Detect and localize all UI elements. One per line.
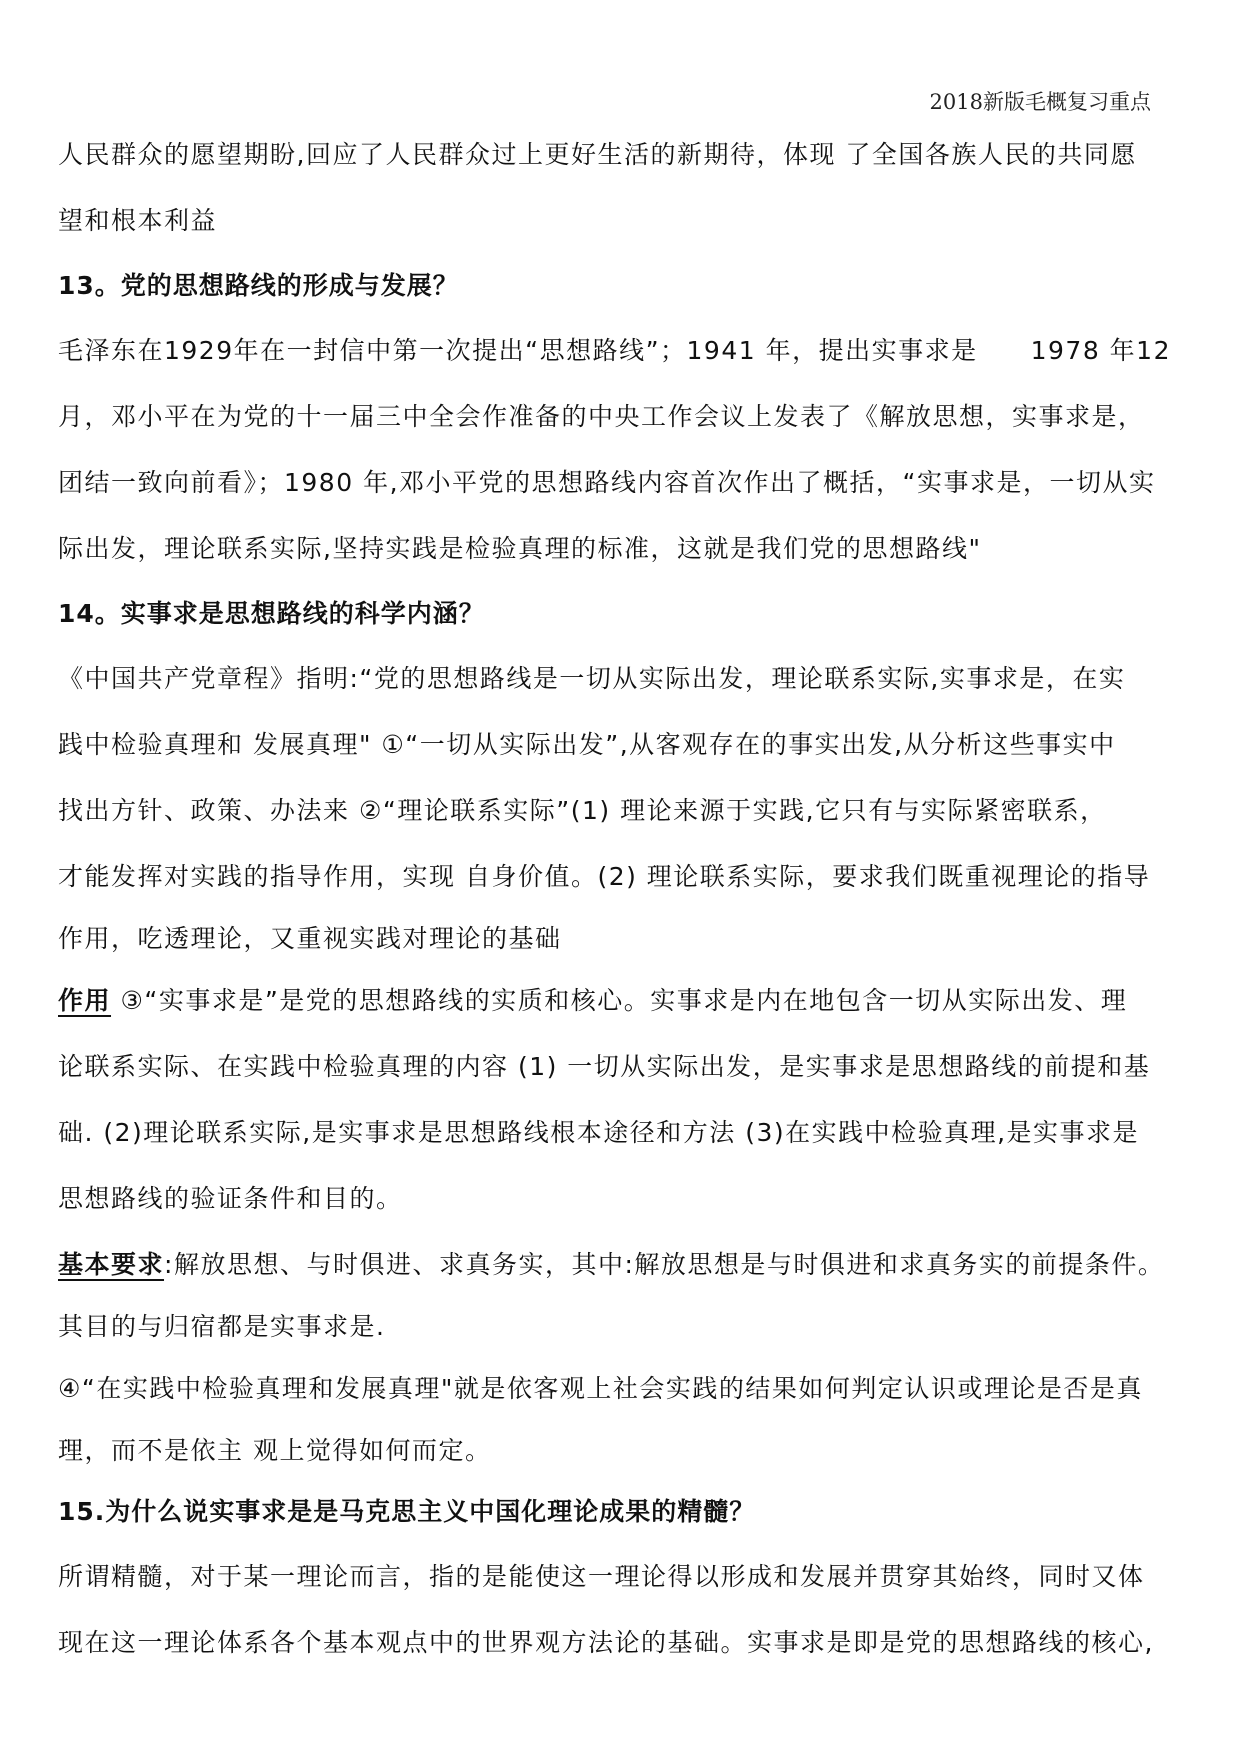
paragraph-line: 团结一致向前看》；1980 年,邓小平党的思想路线内容首次作出了概括，“实事求是，一切从实	[58, 468, 1156, 497]
paragraph-line: 所谓精髓，对于某一理论而言，指的是能使这一理论得以形成和发展并贯穿其始终，同时又体	[58, 1562, 1145, 1591]
role-text: ③“实事求是”是党的思想路线的实质和核心。实事求是内在地包含一切从实际出发、理	[111, 986, 1128, 1015]
paragraph-line: 其目的与归宿都是实事求是.	[58, 1312, 386, 1341]
requirement-label: 基本要求	[58, 1250, 165, 1279]
role-label: 作用	[58, 986, 112, 1015]
question-15-heading: 15.为什么说实事求是是马克思主义中国化理论成果的精髓？	[58, 1497, 756, 1526]
paragraph-line: 才能发挥对实践的指导作用，实现 自身价值。(2) 理论联系实际，要求我们既重视理论的指导	[58, 862, 1151, 891]
paragraph-line: 理，而不是依主 观上觉得如何而定。	[58, 1436, 492, 1465]
paragraph-line: 《中国共产党章程》指明:“党的思想路线是一切从实际出发，理论联系实际,实事求是，在实	[58, 664, 1126, 693]
paragraph-line: 现在这一理论体系各个基本观点中的世界观方法论的基础。实事求是即是党的思想路线的核心,	[58, 1628, 1154, 1657]
page-header-title: 2018新版毛概复习重点	[929, 90, 1151, 114]
paragraph-line: 论联系实际、在实践中检验真理的内容 (1) 一切从实际出发，是实事求是思想路线的前提和基	[58, 1052, 1151, 1081]
paragraph-line: 践中检验真理和 发展真理" ①“一切从实际出发”,从客观存在的事实出发,从分析这些事实中	[58, 730, 1116, 759]
document-body	[58, 122, 1183, 1676]
paragraph-line: 月，邓小平在为党的十一届三中全会作准备的中央工作会议上发表了《解放思想，实事求是，	[58, 402, 1145, 431]
requirement-text: :解放思想、与时俱进、求真务实，其中:解放思想是与时俱进和求真务实的前提条件。	[164, 1250, 1165, 1279]
paragraph-line: 际出发，理论联系实际,坚持实践是检验真理的标准，这就是我们党的思想路线"	[58, 534, 982, 563]
paragraph-line: 望和根本利益	[58, 206, 218, 235]
requirement-paragraph-line	[58, 1232, 1183, 1298]
paragraph-line: 找出方针、政策、办法来 ②“理论联系实际”(1) 理论来源于实践,它只有与实际紧密联系，	[58, 796, 1107, 825]
paragraph-line: 作用，吃透理论，又重视实践对理论的基础	[58, 924, 562, 953]
paragraph-line: 础. (2)理论联系实际,是实事求是思想路线根本途径和方法 (3)在实践中检验真理,是实事求是	[58, 1118, 1140, 1147]
question-13-heading: 13。党的思想路线的形成与发展？	[58, 271, 459, 300]
paragraph-line: 思想路线的验证条件和目的。	[58, 1184, 403, 1213]
role-paragraph-line	[58, 968, 1183, 1034]
question-14-heading: 14。实事求是思想路线的科学内涵？	[58, 599, 485, 628]
paragraph-line: ④“在实践中检验真理和发展真理"就是依客观上社会实践的结果如何判定认识或理论是否是真	[58, 1374, 1143, 1403]
paragraph-line: 毛泽东在1929年在一封信中第一次提出“思想路线”；1941 年，提出实事求是 1978 年12	[58, 336, 1171, 365]
paragraph-line: 人民群众的愿望期盼,回应了人民群众过上更好生活的新期待，体现 了全国各族人民的共同愿	[58, 140, 1137, 169]
